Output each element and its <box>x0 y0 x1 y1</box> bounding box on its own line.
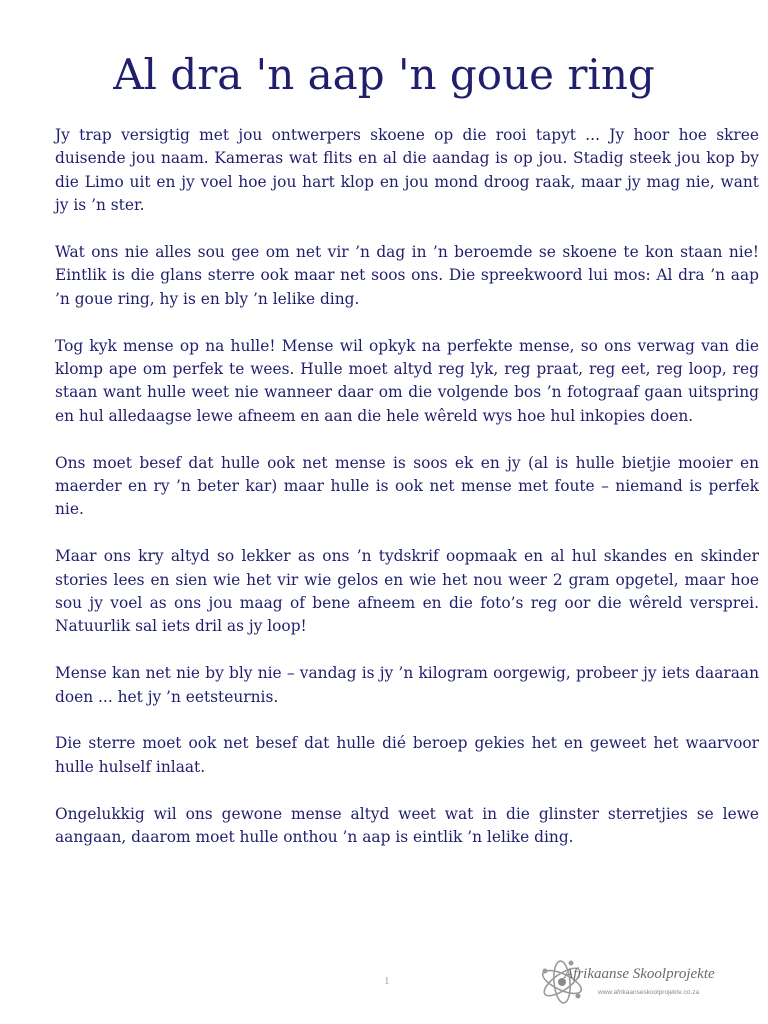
paragraph-4: Ons moet besef dat hulle ook net mense is soos ek en jy (al is hulle bietjie mooier en maerder en ry ’n beter kar) maar hulle is ook net mense met foute – niemand is perfek nie. <box>55 453 759 519</box>
publisher-logo <box>538 952 728 1014</box>
atom-logo-icon <box>538 952 598 1014</box>
paragraph-1: Jy trap versigtig met jou ontwerpers skoene op die rooi tapyt ... Jy hoor hoe skree duisende jou naam. Kameras wat flits en al die aandag is op jou. Stadig steek jou kop by die Limo uit en jy voel hoe jou hart klop en jou mond droog raak, maar jy mag nie, want jy is ’n ster. <box>55 126 759 215</box>
logo-url: www.afrikaanseskoolprojekte.co.za <box>598 989 700 996</box>
paragraph-8: Ongelukkig wil ons gewone mense altyd weet wat in die glinster sterretjies se lewe aangaan, daarom moet hulle onthou ’n aap is eintlik ’n lelike ding. <box>55 804 759 847</box>
document-body <box>55 124 759 873</box>
paragraph-5: Maar ons kry altyd so lekker as ons ’n tydskrif oopmaak en al hul skandes en skinder stories lees en sien wie het vir wie gelos en wie het nou weer 2 gram opgetel, maar hoe sou jy voel as ons jou maag of bene afneem en die foto’s reg oor die wêreld versprei. Natuurlik sal iets dril as jy loop! <box>55 547 759 636</box>
logo-text: Afrikaanse Skoolprojekte <box>564 966 715 982</box>
document-title: Al dra 'n aap 'n goue ring <box>113 50 655 99</box>
paragraph-3: Tog kyk mense op na hulle! Mense wil opkyk na perfekte mense, so ons verwag van die klomp ape om perfek te wees. Hulle moet altyd reg lyk, reg praat, reg eet, reg loop, reg staan want hulle weet nie wanneer daar om die volgende bos ’n fotograaf gaan uitspring en hul alledaagse lewe afneem en aan die hele wêreld wys hoe hul inkopies doen. <box>55 336 759 425</box>
paragraph-7: Die sterre moet ook net besef dat hulle dié beroep gekies het en geweet het waarvoor hulle hulself inlaat. <box>55 734 759 776</box>
paragraph-2: Wat ons nie alles sou gee om net vir ’n dag in ’n beroemde se skoene te kon staan nie! Eintlik is die glans sterre ook maar net soos ons. Die spreekwoord lui mos: Al dra ’n aap ’n goue ring, hy is en bly ’n lelike ding. <box>55 243 759 308</box>
page-number: 1 <box>384 975 390 987</box>
paragraph-6: Mense kan net nie by bly nie – vandag is jy ’n kilogram oorgewig, probeer jy iets daaraan doen ... het jy ’n eetsteurnis. <box>55 664 759 706</box>
